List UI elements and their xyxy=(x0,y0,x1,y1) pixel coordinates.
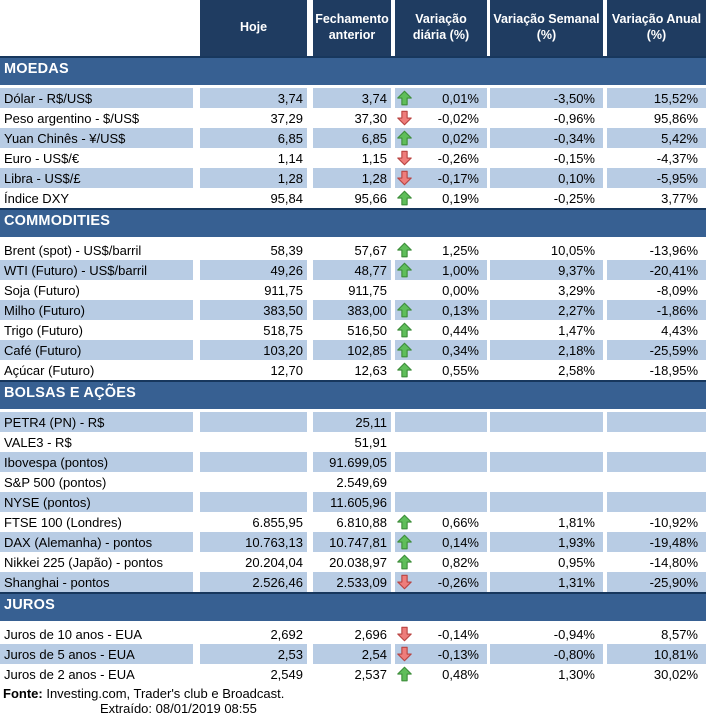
cell-fechamento-anterior: 3,74 xyxy=(313,88,391,108)
trend-indicator xyxy=(397,514,415,531)
cell-variacao-diaria xyxy=(395,644,487,664)
cell-variacao-anual: -19,48% xyxy=(607,532,706,552)
row-label: Índice DXY xyxy=(0,188,193,208)
variacao-diaria-value: -0,26% xyxy=(437,574,479,590)
cell-hoje: 2,53 xyxy=(200,644,307,664)
cell-fechamento-anterior: 2,696 xyxy=(313,624,391,644)
cell-fechamento-anterior: 95,66 xyxy=(313,188,391,208)
row-label: WTI (Futuro) - US$/barril xyxy=(0,260,193,280)
variacao-diaria-value: 0,82% xyxy=(442,554,479,570)
up-arrow-icon xyxy=(397,302,412,318)
cell-fechamento-anterior: 6.810,88 xyxy=(313,512,391,532)
column-header-variacao-diaria: Variação diária (%) xyxy=(395,0,487,56)
column-header-row xyxy=(0,0,706,56)
cell-fechamento-anterior: 11.605,96 xyxy=(313,492,391,512)
variacao-diaria-value: 1,00% xyxy=(442,262,479,278)
trend-indicator xyxy=(397,474,415,491)
source-text: Investing.com, Trader's club e Broadcast. xyxy=(42,686,285,701)
cell-hoje: 383,50 xyxy=(200,300,307,320)
trend-indicator xyxy=(397,242,415,259)
row-label: Juros de 2 anos - EUA xyxy=(0,664,193,684)
cell-variacao-diaria xyxy=(395,452,487,472)
cell-hoje: 1,28 xyxy=(200,168,307,188)
cell-variacao-diaria xyxy=(395,492,487,512)
cell-hoje: 6,85 xyxy=(200,128,307,148)
row-label: Euro - US$/€ xyxy=(0,148,193,168)
up-arrow-icon xyxy=(397,90,412,106)
cell-variacao-anual: 4,43% xyxy=(607,320,706,340)
table-row xyxy=(0,552,706,572)
table-row xyxy=(0,300,706,320)
cell-variacao-anual xyxy=(607,492,706,512)
variacao-diaria-value: 0,34% xyxy=(442,342,479,358)
down-arrow-icon xyxy=(397,170,412,186)
variacao-diaria-value: 0,14% xyxy=(442,534,479,550)
cell-fechamento-anterior: 2,54 xyxy=(313,644,391,664)
up-arrow-icon xyxy=(397,534,412,550)
source-line xyxy=(0,686,706,701)
table-row xyxy=(0,572,706,592)
cell-fechamento-anterior: 57,67 xyxy=(313,240,391,260)
cell-variacao-anual xyxy=(607,432,706,452)
up-arrow-icon xyxy=(397,362,412,378)
cell-variacao-anual: -8,09% xyxy=(607,280,706,300)
variacao-diaria-value: 0,19% xyxy=(442,190,479,206)
column-header-hoje: Hoje xyxy=(200,0,307,56)
cell-variacao-semanal: -0,34% xyxy=(490,128,603,148)
cell-variacao-diaria xyxy=(395,340,487,360)
table-row xyxy=(0,452,706,472)
cell-variacao-semanal: 1,81% xyxy=(490,512,603,532)
column-header-fechamento-anterior: Fechamento anterior xyxy=(313,0,391,56)
row-label: Yuan Chinês - ¥/US$ xyxy=(0,128,193,148)
trend-indicator xyxy=(397,282,415,299)
cell-variacao-semanal: -0,94% xyxy=(490,624,603,644)
row-label: VALE3 - R$ xyxy=(0,432,193,452)
row-label: Nikkei 225 (Japão) - pontos xyxy=(0,552,193,572)
trend-indicator xyxy=(397,534,415,551)
trend-indicator xyxy=(397,322,415,339)
up-arrow-icon xyxy=(397,342,412,358)
cell-variacao-semanal xyxy=(490,492,603,512)
down-arrow-icon xyxy=(397,626,412,642)
row-label: Ibovespa (pontos) xyxy=(0,452,193,472)
cell-variacao-anual: 95,86% xyxy=(607,108,706,128)
row-label: FTSE 100 (Londres) xyxy=(0,512,193,532)
cell-variacao-diaria xyxy=(395,148,487,168)
row-label: Juros de 10 anos - EUA xyxy=(0,624,193,644)
cell-variacao-anual: 10,81% xyxy=(607,644,706,664)
section-header-commodities: COMMODITIES xyxy=(0,208,706,237)
cell-variacao-diaria xyxy=(395,128,487,148)
row-label: Shanghai - pontos xyxy=(0,572,193,592)
cell-variacao-anual: -14,80% xyxy=(607,552,706,572)
cell-variacao-semanal: 10,05% xyxy=(490,240,603,260)
extracted-timestamp: Extraído: 08/01/2019 08:55 xyxy=(100,701,257,716)
cell-variacao-anual: -18,95% xyxy=(607,360,706,380)
column-header-variacao-anual: Variação Anual (%) xyxy=(607,0,706,56)
cell-fechamento-anterior: 10.747,81 xyxy=(313,532,391,552)
cell-variacao-anual xyxy=(607,452,706,472)
trend-indicator xyxy=(397,110,415,127)
cell-hoje xyxy=(200,412,307,432)
table-row xyxy=(0,432,706,452)
table-row xyxy=(0,492,706,512)
cell-hoje: 2.526,46 xyxy=(200,572,307,592)
cell-variacao-anual: -1,86% xyxy=(607,300,706,320)
cell-hoje: 49,26 xyxy=(200,260,307,280)
cell-fechamento-anterior: 37,30 xyxy=(313,108,391,128)
trend-indicator xyxy=(397,454,415,471)
cell-hoje xyxy=(200,432,307,452)
cell-variacao-diaria xyxy=(395,320,487,340)
trend-indicator xyxy=(397,666,415,683)
down-arrow-icon xyxy=(397,646,412,662)
row-label: Açúcar (Futuro) xyxy=(0,360,193,380)
cell-fechamento-anterior: 6,85 xyxy=(313,128,391,148)
trend-indicator xyxy=(397,626,415,643)
row-label: DAX (Alemanha) - pontos xyxy=(0,532,193,552)
row-label: Juros de 5 anos - EUA xyxy=(0,644,193,664)
cell-hoje: 20.204,04 xyxy=(200,552,307,572)
table-row xyxy=(0,88,706,108)
trend-indicator xyxy=(397,130,415,147)
variacao-diaria-value: -0,13% xyxy=(437,646,479,662)
cell-variacao-anual: 8,57% xyxy=(607,624,706,644)
cell-hoje xyxy=(200,452,307,472)
cell-fechamento-anterior: 25,11 xyxy=(313,412,391,432)
table-row xyxy=(0,188,706,208)
cell-hoje: 6.855,95 xyxy=(200,512,307,532)
cell-fechamento-anterior: 20.038,97 xyxy=(313,552,391,572)
down-arrow-icon xyxy=(397,574,412,590)
table-row xyxy=(0,512,706,532)
variacao-diaria-value: 0,13% xyxy=(442,302,479,318)
cell-variacao-semanal xyxy=(490,472,603,492)
row-label: Trigo (Futuro) xyxy=(0,320,193,340)
table-row xyxy=(0,472,706,492)
cell-fechamento-anterior: 383,00 xyxy=(313,300,391,320)
row-label: Peso argentino - $/US$ xyxy=(0,108,193,128)
trend-indicator xyxy=(397,554,415,571)
trend-indicator xyxy=(397,342,415,359)
column-header-variacao-semanal: Variação Semanal (%) xyxy=(490,0,603,56)
cell-variacao-anual xyxy=(607,472,706,492)
up-arrow-icon xyxy=(397,262,412,278)
up-arrow-icon xyxy=(397,242,412,258)
table-row xyxy=(0,644,706,664)
cell-variacao-semanal: -0,96% xyxy=(490,108,603,128)
trend-indicator xyxy=(397,414,415,431)
cell-variacao-anual: -25,90% xyxy=(607,572,706,592)
trend-indicator xyxy=(397,170,415,187)
cell-fechamento-anterior: 12,63 xyxy=(313,360,391,380)
cell-variacao-anual: -20,41% xyxy=(607,260,706,280)
row-label: Dólar - R$/US$ xyxy=(0,88,193,108)
cell-variacao-anual: -10,92% xyxy=(607,512,706,532)
variacao-diaria-value: 0,02% xyxy=(442,130,479,146)
trend-indicator xyxy=(397,494,415,511)
table-row xyxy=(0,168,706,188)
table-row xyxy=(0,320,706,340)
cell-fechamento-anterior: 2.533,09 xyxy=(313,572,391,592)
trend-indicator xyxy=(397,434,415,451)
cell-variacao-diaria xyxy=(395,280,487,300)
cell-variacao-semanal: 0,10% xyxy=(490,168,603,188)
cell-variacao-semanal: 9,37% xyxy=(490,260,603,280)
cell-hoje: 1,14 xyxy=(200,148,307,168)
up-arrow-icon xyxy=(397,190,412,206)
variacao-diaria-value: -0,02% xyxy=(437,110,479,126)
section-header-juros: JUROS xyxy=(0,592,706,621)
cell-hoje: 103,20 xyxy=(200,340,307,360)
cell-variacao-semanal: 3,29% xyxy=(490,280,603,300)
cell-hoje: 37,29 xyxy=(200,108,307,128)
cell-hoje: 12,70 xyxy=(200,360,307,380)
cell-hoje: 911,75 xyxy=(200,280,307,300)
cell-variacao-diaria xyxy=(395,552,487,572)
variacao-diaria-value: 0,00% xyxy=(442,282,479,298)
cell-fechamento-anterior: 2.549,69 xyxy=(313,472,391,492)
trend-indicator xyxy=(397,646,415,663)
cell-variacao-semanal: 1,30% xyxy=(490,664,603,684)
cell-variacao-diaria xyxy=(395,108,487,128)
cell-variacao-diaria xyxy=(395,88,487,108)
row-label: NYSE (pontos) xyxy=(0,492,193,512)
cell-variacao-diaria xyxy=(395,240,487,260)
table-row xyxy=(0,624,706,644)
variacao-diaria-value: -0,14% xyxy=(437,626,479,642)
trend-indicator xyxy=(397,262,415,279)
cell-fechamento-anterior: 1,15 xyxy=(313,148,391,168)
cell-variacao-semanal: 2,58% xyxy=(490,360,603,380)
row-label: PETR4 (PN) - R$ xyxy=(0,412,193,432)
cell-variacao-diaria xyxy=(395,412,487,432)
row-label: Soja (Futuro) xyxy=(0,280,193,300)
section-header-moedas: MOEDAS xyxy=(0,56,706,85)
cell-hoje: 2,549 xyxy=(200,664,307,684)
row-label: Libra - US$/£ xyxy=(0,168,193,188)
cell-variacao-anual: 30,02% xyxy=(607,664,706,684)
cell-fechamento-anterior: 91.699,05 xyxy=(313,452,391,472)
cell-variacao-anual xyxy=(607,412,706,432)
row-label: Café (Futuro) xyxy=(0,340,193,360)
cell-variacao-diaria xyxy=(395,624,487,644)
variacao-diaria-value: -0,26% xyxy=(437,150,479,166)
table-row xyxy=(0,340,706,360)
variacao-diaria-value: -0,17% xyxy=(437,170,479,186)
cell-fechamento-anterior: 516,50 xyxy=(313,320,391,340)
cell-variacao-diaria xyxy=(395,532,487,552)
table-row xyxy=(0,128,706,148)
up-arrow-icon xyxy=(397,514,412,530)
table-row xyxy=(0,360,706,380)
cell-variacao-diaria xyxy=(395,168,487,188)
cell-variacao-anual: -25,59% xyxy=(607,340,706,360)
table-row xyxy=(0,280,706,300)
cell-hoje: 58,39 xyxy=(200,240,307,260)
cell-hoje: 95,84 xyxy=(200,188,307,208)
cell-variacao-semanal: 1,47% xyxy=(490,320,603,340)
cell-variacao-semanal: -0,25% xyxy=(490,188,603,208)
table-row xyxy=(0,108,706,128)
cell-variacao-anual: -4,37% xyxy=(607,148,706,168)
cell-variacao-semanal xyxy=(490,452,603,472)
cell-fechamento-anterior: 48,77 xyxy=(313,260,391,280)
cell-hoje: 10.763,13 xyxy=(200,532,307,552)
row-label: Milho (Futuro) xyxy=(0,300,193,320)
up-arrow-icon xyxy=(397,130,412,146)
row-label: Brent (spot) - US$/barril xyxy=(0,240,193,260)
cell-variacao-anual: -5,95% xyxy=(607,168,706,188)
cell-variacao-semanal: 2,18% xyxy=(490,340,603,360)
table-body xyxy=(0,56,706,684)
section-header-bolsas-e-a-es: BOLSAS E AÇÕES xyxy=(0,380,706,409)
cell-variacao-diaria xyxy=(395,572,487,592)
cell-variacao-diaria xyxy=(395,260,487,280)
variacao-diaria-value: 0,48% xyxy=(442,666,479,682)
cell-variacao-anual: 5,42% xyxy=(607,128,706,148)
variacao-diaria-value: 0,66% xyxy=(442,514,479,530)
cell-hoje xyxy=(200,492,307,512)
cell-variacao-diaria xyxy=(395,512,487,532)
header-spacer xyxy=(0,0,193,56)
source-label: Fonte: xyxy=(3,686,43,701)
cell-variacao-diaria xyxy=(395,664,487,684)
trend-indicator xyxy=(397,362,415,379)
table-row xyxy=(0,664,706,684)
cell-variacao-semanal xyxy=(490,412,603,432)
cell-variacao-semanal: -3,50% xyxy=(490,88,603,108)
table-footer xyxy=(0,684,706,716)
cell-fechamento-anterior: 2,537 xyxy=(313,664,391,684)
variacao-diaria-value: 1,25% xyxy=(442,242,479,258)
variacao-diaria-value: 0,55% xyxy=(442,362,479,378)
cell-variacao-semanal: 1,31% xyxy=(490,572,603,592)
trend-indicator xyxy=(397,150,415,167)
cell-hoje: 518,75 xyxy=(200,320,307,340)
cell-variacao-semanal: -0,15% xyxy=(490,148,603,168)
table-row xyxy=(0,412,706,432)
variacao-diaria-value: 0,44% xyxy=(442,322,479,338)
trend-indicator xyxy=(397,574,415,591)
down-arrow-icon xyxy=(397,110,412,126)
cell-variacao-diaria xyxy=(395,300,487,320)
cell-hoje: 2,692 xyxy=(200,624,307,644)
table-row xyxy=(0,260,706,280)
cell-variacao-semanal: 1,93% xyxy=(490,532,603,552)
down-arrow-icon xyxy=(397,150,412,166)
table-row xyxy=(0,532,706,552)
variacao-diaria-value: 0,01% xyxy=(442,90,479,106)
cell-variacao-anual: 3,77% xyxy=(607,188,706,208)
trend-indicator xyxy=(397,190,415,207)
cell-fechamento-anterior: 102,85 xyxy=(313,340,391,360)
cell-variacao-anual: 15,52% xyxy=(607,88,706,108)
trend-indicator xyxy=(397,302,415,319)
cell-variacao-anual: -13,96% xyxy=(607,240,706,260)
cell-variacao-semanal: 2,27% xyxy=(490,300,603,320)
cell-variacao-semanal: 0,95% xyxy=(490,552,603,572)
row-label: S&P 500 (pontos) xyxy=(0,472,193,492)
cell-hoje xyxy=(200,472,307,492)
cell-variacao-diaria xyxy=(395,432,487,452)
cell-fechamento-anterior: 1,28 xyxy=(313,168,391,188)
cell-variacao-diaria xyxy=(395,188,487,208)
trend-indicator xyxy=(397,90,415,107)
cell-variacao-diaria xyxy=(395,472,487,492)
cell-hoje: 3,74 xyxy=(200,88,307,108)
up-arrow-icon xyxy=(397,322,412,338)
cell-fechamento-anterior: 911,75 xyxy=(313,280,391,300)
cell-variacao-diaria xyxy=(395,360,487,380)
cell-variacao-semanal xyxy=(490,432,603,452)
table-row xyxy=(0,148,706,168)
cell-fechamento-anterior: 51,91 xyxy=(313,432,391,452)
up-arrow-icon xyxy=(397,554,412,570)
table-row xyxy=(0,240,706,260)
cell-variacao-semanal: -0,80% xyxy=(490,644,603,664)
up-arrow-icon xyxy=(397,666,412,682)
